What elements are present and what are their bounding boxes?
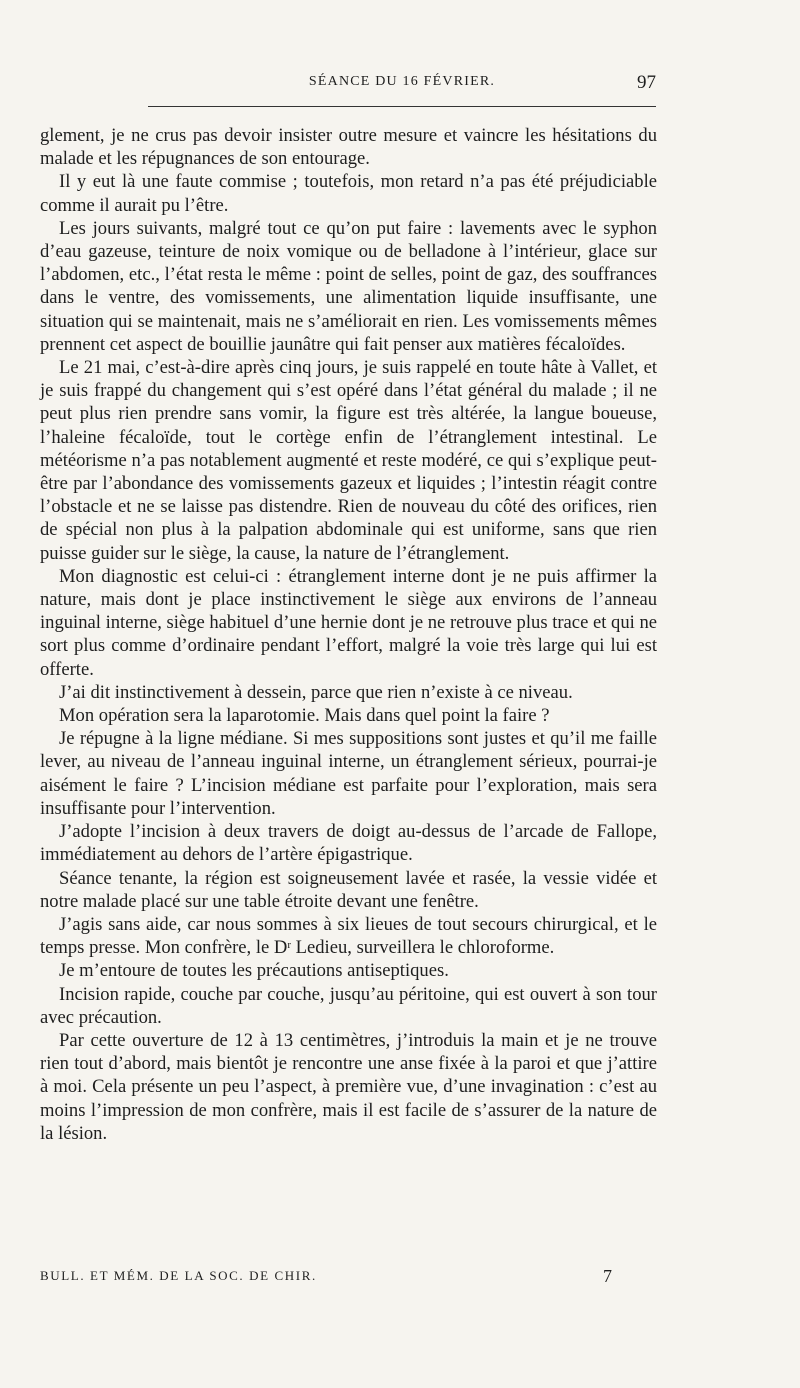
paragraph-text-tail: Ledieu, surveillera le chloroforme. <box>291 937 555 959</box>
paragraph: glement, je ne crus pas devoir insister outre mesure et vaincre les hésitations du malade et les répugnances de son entourage. <box>40 125 657 170</box>
superscript: r <box>287 939 291 952</box>
page-header <box>148 72 656 96</box>
paragraph: J’ai dit instinctivement à dessein, parce que rien n’existe à ce niveau. <box>59 681 573 703</box>
paragraph: Le 21 mai, c’est-à-dire après cinq jours, je suis rappelé en toute hâte à Vallet, et je suis frappé du changement qui s’est opéré dans l’état général du malade ; il ne peut plus rien prendre sans vomir, la figure est très altérée, la langue boueuse, l’haleine fécaloïde, tout le cortège enfin de l’étranglement intestinal. Le météorisme n’a pas notablement augmenté et reste modéré, ce qui s’explique peut-être par l’abondance des vomissements gazeux et liquides ; l’intestin réagit contre l’obstacle et ne se laisse pas distendre. Rien de nouveau du côté des orifices, rien de spécial non plus à la palpation abdominale qui est uniforme, sans que rien puisse guider sur le siège, la cause, la nature de l’étranglement. <box>40 357 657 564</box>
paragraph: Par cette ouverture de 12 à 13 centimètres, j’introduis la main et je ne trouve rien tout d’abord, mais bientôt je rencontre une anse fixée à la paroi et que j’attire à moi. Cela présente un peu l’aspect, à première vue, d’une invagination : c’est au moins l’impression de mon confrère, mais il est facile de s’assurer de la nature de la lésion. <box>40 1029 657 1144</box>
page-number: 97 <box>637 72 656 93</box>
paragraph: Incision rapide, couche par couche, jusqu’au péritoine, qui est ouvert à son tour avec précaution. <box>40 983 657 1028</box>
paragraph: Il y eut là une faute commise ; toutefois, mon retard n’a pas été préjudiciable comme il aurait pu l’être. <box>40 171 657 216</box>
paragraph-text: J’agis sans aide, car nous sommes à six lieues de tout secours chirurgical, et le temps presse. Mon confrère, le D <box>40 913 657 959</box>
header-rule <box>148 106 656 107</box>
paragraph: Mon diagnostic est celui-ci : étranglement interne dont je ne puis affirmer la nature, mais dont je place instinctivement le siège aux environs de l’anneau inguinal interne, siège habituel d’une hernie dont je ne retrouve plus trace et qui ne sort plus comme d’ordinaire pendant l’effort, malgré la voie très large qui lui est offerte. <box>40 565 657 680</box>
footer-journal-title: BULL. ET MÉM. DE LA SOC. DE CHIR. <box>40 1268 317 1283</box>
paragraph: Les jours suivants, malgré tout ce qu’on put faire : lavements avec le syphon d’eau gazeuse, teinture de noix vomique ou de belladone à l’intérieur, glace sur l’abdomen, etc., l’état resta le même : point de selles, point de gaz, des souffrances dans le ventre, des vomissements, une alimentation liquide insuffisante, une situation qui se maintenait, mais ne s’améliorait en rien. Les vomissements mêmes prennent cet aspect de bouillie jaunâtre qui fait penser aux matières fécaloïdes. <box>40 217 657 355</box>
page-footer <box>40 1266 612 1290</box>
body-text <box>40 124 657 1145</box>
paragraph: Mon opération sera la laparotomie. Mais dans quel point la faire ? <box>59 705 550 727</box>
paragraph: Je m’entoure de toutes les précautions antiseptiques. <box>59 960 449 982</box>
paragraph: Séance tenante, la région est soigneusement lavée et rasée, la vessie vidée et notre malade placé sur une table étroite devant une fenêtre. <box>40 867 657 912</box>
paragraph: Je répugne à la ligne médiane. Si mes suppositions sont justes et qu’il me faille lever, au niveau de l’anneau inguinal interne, un étranglement sérieux, pourrai-je aisément le faire ? L’incision médiane est parfaite pour l’exploration, mais sera insuffisante pour l’intervention. <box>40 728 657 819</box>
paragraph-with-superscript <box>40 913 657 959</box>
running-title: SÉANCE DU 16 FÉVRIER. <box>308 74 496 89</box>
signature-number: 7 <box>603 1266 612 1286</box>
paragraph: J’adopte l’incision à deux travers de doigt au-dessus de l’arcade de Fallope, immédiatement au dehors de l’artère épigastrique. <box>40 821 657 866</box>
